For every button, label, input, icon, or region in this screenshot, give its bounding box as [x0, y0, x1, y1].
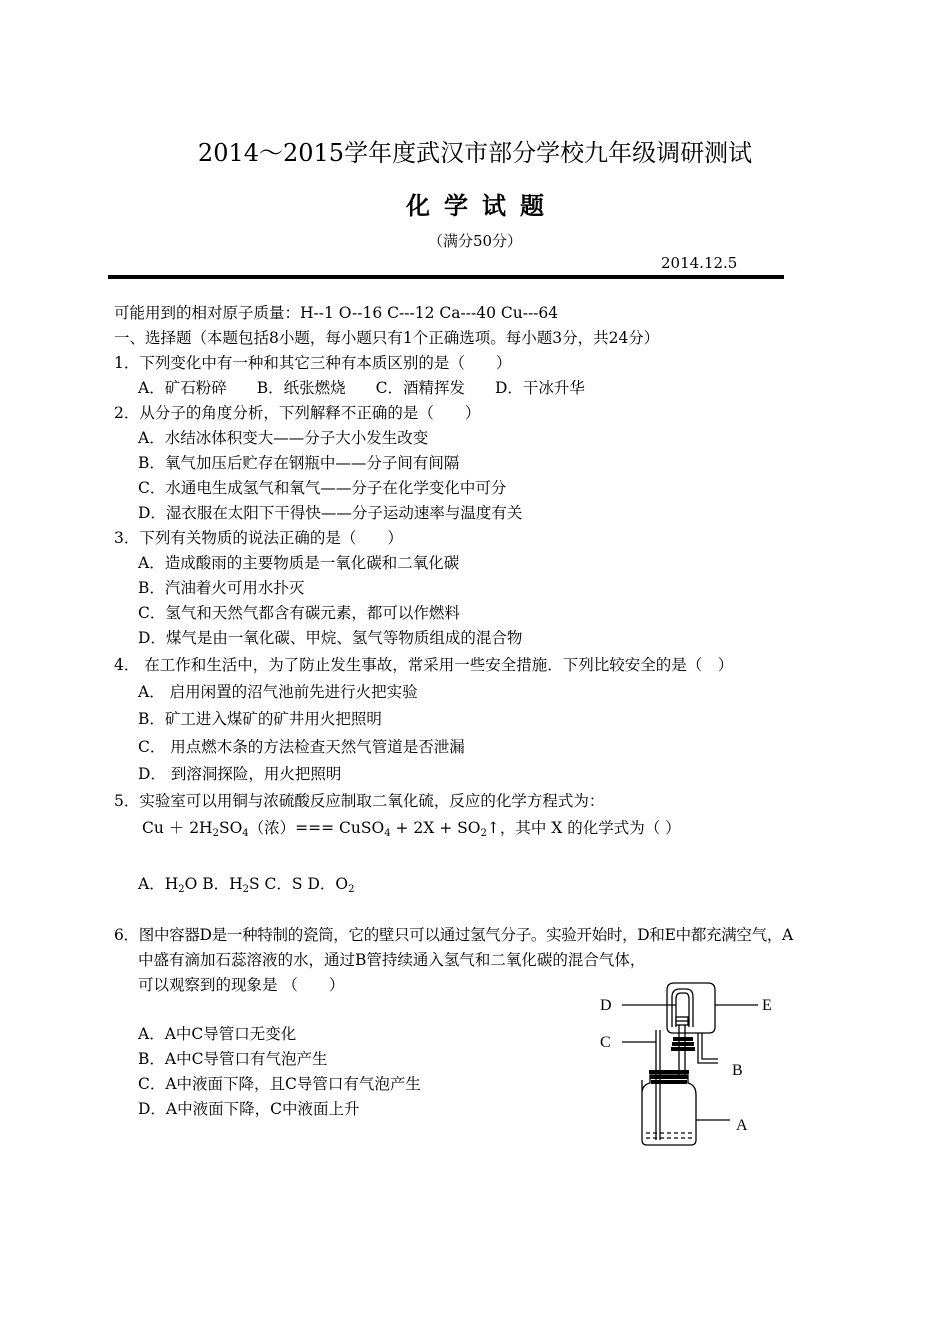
apparatus-diagram	[590, 975, 790, 1155]
question-6-stem-line2: 中盛有滴加石蕊溶液的水，通过B管持续通入氢气和二氧化碳的混合气体，	[138, 951, 646, 969]
question-3-option-a[interactable]: A．造成酸雨的主要物质是一氧化碳和二氧化碳	[138, 554, 460, 572]
question-5-equation: $Cu + 2H_2SO_4$（浓）=== CuSO$_4$ + $2X + SO_2↑$，其中 X 的化学式为（ ）	[142, 819, 681, 839]
label-b: B	[732, 1062, 743, 1079]
question-4-option-b[interactable]: B．矿工进入煤矿的矿井用火把照明	[138, 710, 382, 728]
subject-title: 化学试题	[406, 192, 558, 220]
question-2-option-a[interactable]: A．水结冰体积变大——分子大小发生改变	[138, 429, 429, 447]
question-3-stem: 3．下列有关物质的说法正确的是（ ）	[114, 529, 403, 547]
question-1-stem: 1．下列变化中有一种和其它三种有本质区别的是（ ）	[114, 354, 512, 372]
exam-title: 2014～2015学年度武汉市部分学校九年级调研测试	[197, 139, 753, 167]
question-4-option-c[interactable]: C． 用点燃木条的方法检查天然气管道是否泄漏	[138, 738, 465, 756]
question-4-stem: 4． 在工作和生活中，为了防止发生事故，常采用一些安全措施．下列比较安全的是（ ）	[114, 656, 734, 674]
question-1-option-d[interactable]: D．干冰升华	[494, 379, 585, 397]
question-1-option-a[interactable]: A．矿石粉碎	[138, 379, 227, 397]
question-2-stem: 2．从分子的角度分析，下列解释不正确的是（ ）	[114, 404, 481, 422]
exam-date: 2014.12.5	[661, 254, 738, 272]
header-divider	[108, 275, 784, 279]
label-d: D	[600, 997, 612, 1014]
question-6-option-c[interactable]: C．A中液面下降，且C导管口有气泡产生	[138, 1075, 421, 1093]
tube-c	[656, 1030, 660, 1140]
tube-b	[698, 1033, 718, 1063]
label-c: C	[600, 1034, 611, 1051]
bottle-a	[642, 1075, 696, 1145]
atomic-masses: 可能用到的相对原子质量：H--1 O--16 C---12 Ca---40 Cu---64	[114, 304, 559, 322]
section-heading: 一、选择题（本题包括8小题，每小题只有1个正确选项。每小题3分，共24分）	[114, 329, 660, 347]
label-e: E	[762, 997, 772, 1014]
question-6-option-b[interactable]: B．A中C导管口有气泡产生	[138, 1050, 328, 1068]
full-score: （满分50分）	[427, 232, 523, 250]
question-4-option-a[interactable]: A． 启用闲置的沼气池前先进行火把实验	[138, 683, 418, 701]
question-2-option-b[interactable]: B．氧气加压后贮存在钢瓶中——分子间有间隔	[138, 454, 460, 472]
question-1-option-b[interactable]: B．纸张燃烧	[256, 379, 346, 397]
question-6-stem-line1: 6．图中容器D是一种特制的瓷筒，它的壁只可以通过氢气分子。实验开始时，D和E中都充满空气，A	[114, 926, 793, 944]
question-5-stem: 5．实验室可以用铜与浓硫酸反应制取二氧化硫，反应的化学方程式为：	[114, 792, 605, 810]
question-3-option-d[interactable]: D．煤气是由一氧化碳、甲烷、氢气等物质组成的混合物	[138, 629, 523, 647]
question-2-option-c[interactable]: C．水通电生成氢气和氧气——分子在化学变化中可分	[138, 479, 507, 497]
question-1-options	[138, 376, 615, 398]
question-1-option-c[interactable]: C．酒精挥发	[375, 379, 465, 397]
label-a: A	[736, 1117, 748, 1134]
question-3-option-c[interactable]: C．氢气和天然气都含有碳元素，都可以作燃料	[138, 604, 460, 622]
question-4-option-d[interactable]: D． 到溶洞探险，用火把照明	[138, 765, 342, 783]
question-5-options[interactable]: A．$H_2O$ B．$H_2S$ C．S D．$O_2$	[138, 875, 355, 895]
question-6-option-a[interactable]: A．A中C导管口无变化	[138, 1025, 297, 1043]
question-3-option-b[interactable]: B．汽油着火可用水扑灭	[138, 579, 305, 597]
question-6-option-d[interactable]: D．A中液面下降，C中液面上升	[138, 1100, 360, 1118]
question-6-stem-line3: 可以观察到的现象是 （ ）	[138, 976, 345, 994]
question-2-option-d[interactable]: D．湿衣服在太阳下干得快——分子运动速率与温度有关	[138, 504, 523, 522]
